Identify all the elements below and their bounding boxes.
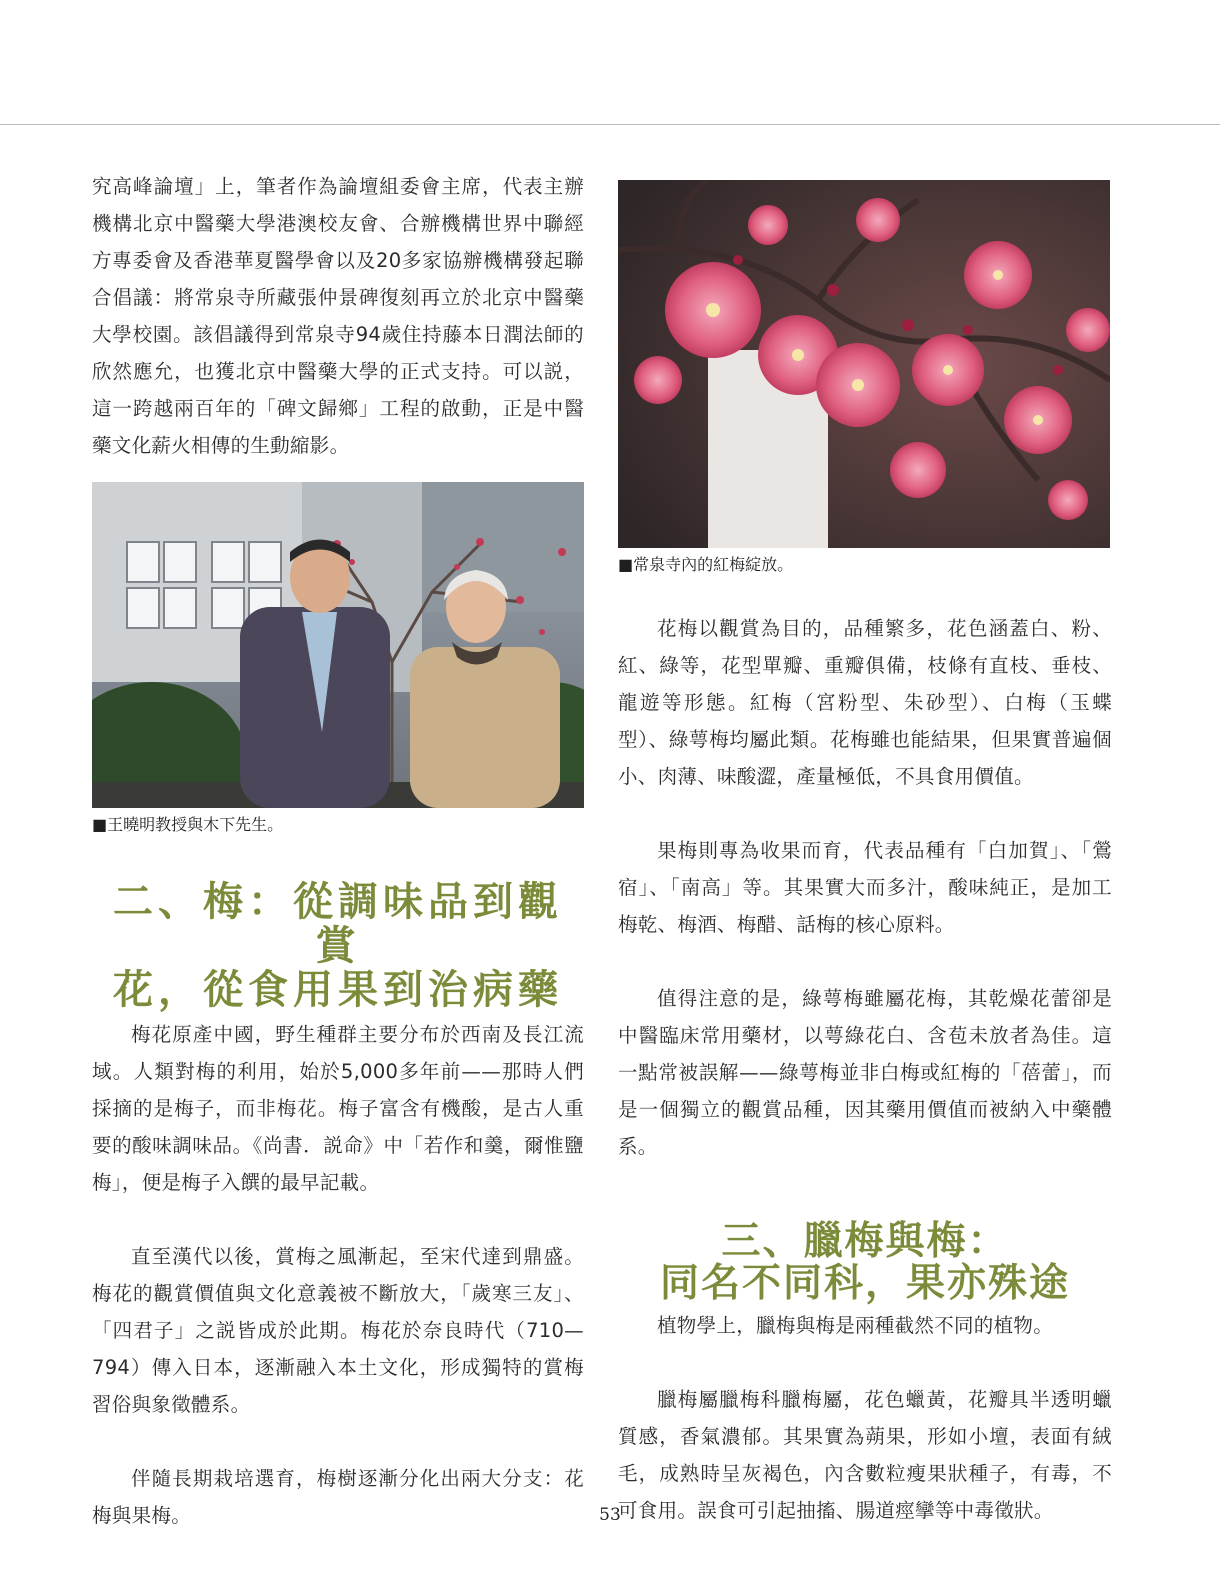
right-paragraph-1: 花梅以觀賞為目的，品種繁多，花色涵蓋白、粉、紅、綠等，花型單瓣、重瓣俱備，枝條有直枝、垂枝、龍遊等形態。紅梅（宮粉型、朱砂型）、白梅（玉蝶型）、綠萼梅均屬此類。花梅雖也能結果，但果實普遍個小、肉薄、味酸澀，產量極低，不具食用價值。	[618, 617, 1112, 788]
left-paragraph-3: 直至漢代以後，賞梅之風漸起，至宋代達到鼎盛。梅花的觀賞價值與文化意義被不斷放大，「歲寒三友」、「四君子」之説皆成於此期。梅花於奈良時代（710—794）傳入日本，逐漸融入本土文化，形成獨特的賞梅習俗與象徵體系。	[92, 1245, 584, 1416]
photo-red-plum	[618, 180, 1110, 548]
section-heading-2-line1: 二、梅：從調味品到觀賞	[113, 879, 563, 969]
left-column	[92, 168, 584, 1534]
photo-two-men	[92, 482, 584, 808]
section-heading-3	[618, 1221, 1112, 1305]
left-paragraph-1: 究高峰論壇」上，筆者作為論壇組委會主席，代表主辦機構北京中醫藥大學港澳校友會、合辦機構世界中聯經方專委會及香港華夏醫學會以及20多家協辦機構發起聯合倡議：將常泉寺所藏張仲景碑復刻再立於北京中醫藥大學校園。該倡議得到常泉寺94歲住持藤本日潤法師的欣然應允，也獲北京中醫藥大學的正式支持。可以説，這一跨越兩百年的「碑文歸鄉」工程的啟動，正是中醫藥文化薪火相傳的生動縮影。	[92, 175, 584, 457]
right-paragraph-4: 植物學上，臘梅與梅是兩種截然不同的植物。	[657, 1314, 1054, 1337]
section-heading-2-line2: 花，從食用果到治病藥	[113, 967, 563, 1013]
left-paragraph-2: 梅花原產中國，野生種群主要分布於西南及長江流域。人類對梅的利用，始於5,000多年前——那時人們採摘的是梅子，而非梅花。梅子富含有機酸，是古人重要的酸味調味品。《尚書．説命》中「若作和羹，爾惟鹽梅」，便是梅子入饌的最早記載。	[92, 1023, 584, 1194]
right-column	[618, 180, 1112, 1529]
header-rule	[0, 124, 1220, 125]
photo-red-plum-image	[618, 180, 1110, 548]
photo-two-men-image	[92, 482, 584, 808]
page-number: 53	[599, 1505, 621, 1525]
left-paragraph-4: 伴隨長期栽培選育，梅樹逐漸分化出兩大分支：花梅與果梅。	[92, 1467, 584, 1527]
right-paragraph-2: 果梅則專為收果而育，代表品種有「白加賀」、「鶯宿」、「南高」等。其果實大而多汁，酸味純正，是加工梅乾、梅酒、梅醋、話梅的核心原料。	[618, 839, 1112, 936]
right-paragraph-3: 值得注意的是，綠萼梅雖屬花梅，其乾燥花蕾卻是中醫臨床常用藥材，以萼綠花白、含苞未放者為佳。這一點常被誤解——綠萼梅並非白梅或紅梅的「蓓蕾」，而是一個獨立的觀賞品種，因其藥用價值而被納入中藥體系。	[618, 987, 1112, 1158]
section-heading-3-line2: 同名不同科，果亦殊途	[659, 1261, 1070, 1306]
section-heading-3-line1: 三、臘梅與梅：	[721, 1219, 1009, 1264]
right-paragraph-5: 臘梅屬臘梅科臘梅屬，花色蠟黃，花瓣具半透明蠟質感，香氣濃郁。其果實為蒴果，形如小壇，表面有絨毛，成熟時呈灰褐色，內含數粒瘦果狀種子，有毒，不可食用。誤食可引起抽搐、腸道痙攣等中毒徵狀。	[618, 1388, 1112, 1522]
section-heading-2	[92, 880, 584, 1012]
left-photo-caption: ■王曉明教授與木下先生。	[92, 815, 284, 834]
right-photo-caption: ■常泉寺內的紅梅綻放。	[618, 555, 794, 574]
